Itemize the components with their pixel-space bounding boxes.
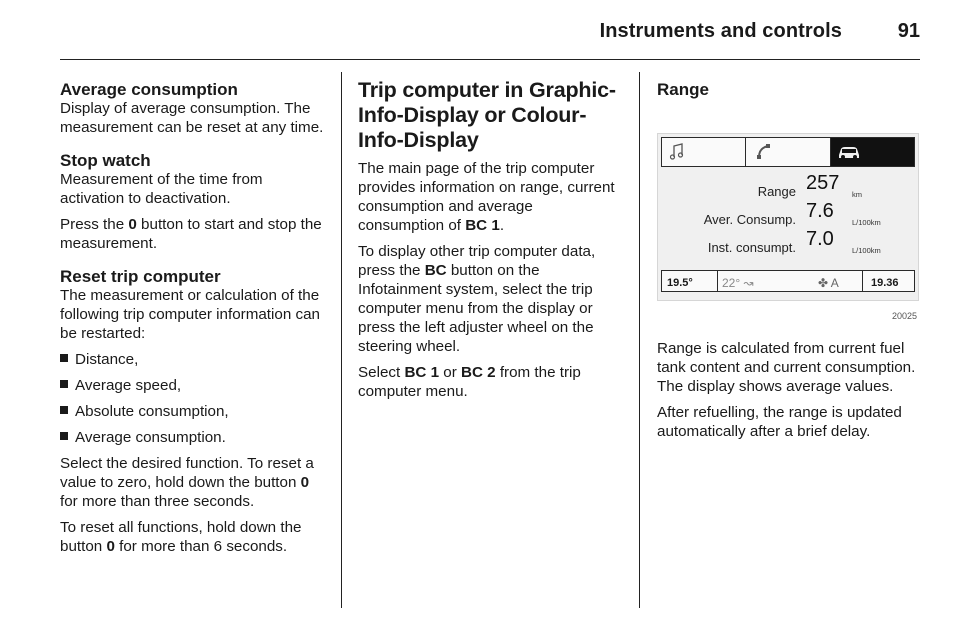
outside-temperature: 19.5° bbox=[662, 271, 718, 291]
trip-computer-text-3: Select BC 1 or BC 2 from the trip computer menu. bbox=[358, 364, 581, 400]
car-icon bbox=[831, 138, 914, 166]
heading-stop-watch: Stop watch bbox=[60, 151, 151, 170]
list-item: Average speed, bbox=[60, 376, 326, 395]
heading-average-consumption: Average consumption bbox=[60, 80, 238, 99]
display-row-range: Range 257 km bbox=[757, 172, 862, 199]
trip-computer-display-figure bbox=[657, 109, 921, 337]
heading-reset-trip-computer: Reset trip computer bbox=[60, 267, 221, 286]
display-row-aver-consump: Aver. Consump. 7.6 L/100km bbox=[703, 200, 881, 227]
column-1 bbox=[60, 76, 326, 556]
list-item: Absolute consumption, bbox=[60, 402, 326, 421]
trip-computer-text-2: To display other trip computer data, press the BC button on the Infotainment system, select the trip computer menu from the display or press the left adjuster wheel on the steering wheel. bbox=[358, 243, 596, 355]
stop-watch-press-text: Press the 0 button to start and stop the measurement. bbox=[60, 216, 322, 252]
reset-text: The measurement or calculation of the following trip computer information can be restarted: bbox=[60, 287, 320, 342]
display-row-inst-consumpt: Inst. consumpt. 7.0 L/100km bbox=[707, 228, 881, 255]
fan-mode: ✤ A bbox=[818, 276, 839, 290]
display-tabs bbox=[661, 137, 915, 167]
stop-watch-text: Measurement of the time from activation to deactivation. bbox=[60, 171, 263, 207]
display-screen bbox=[657, 133, 919, 301]
airflow-icon: ↝ bbox=[743, 276, 754, 290]
fan-icon: ✤ bbox=[818, 276, 829, 290]
section-title: Instruments and controls bbox=[599, 20, 842, 42]
select-function-text: Select the desired function. To reset a value to zero, hold down the button 0 for more than three seconds. bbox=[60, 455, 314, 510]
reset-all-text: To reset all functions, hold down the button 0 for more than 6 seconds. bbox=[60, 519, 302, 555]
list-item: Average consumption. bbox=[60, 428, 326, 447]
avg-consumption-text: Display of average consumption. The measurement can be reset at any time. bbox=[60, 100, 324, 136]
column-divider bbox=[639, 72, 640, 608]
range-text-2: After refuelling, the range is updated automatically after a brief delay. bbox=[657, 404, 902, 440]
set-temperature: 22° ↝ bbox=[722, 276, 754, 290]
phone-icon bbox=[746, 138, 830, 166]
clock: 19.36 bbox=[862, 271, 914, 291]
page-header bbox=[60, 16, 920, 60]
figure-id: 20025 bbox=[891, 311, 917, 321]
list-item: Distance, bbox=[60, 350, 326, 369]
column-3 bbox=[657, 76, 923, 441]
music-note-icon bbox=[662, 138, 746, 166]
heading-trip-computer: Trip computer in Graphic-Info-Display or Colour-Info-Display bbox=[358, 78, 616, 152]
trip-computer-text-1: The main page of the trip computer provides information on range, current consumption and average consumption of BC 1. bbox=[358, 160, 615, 234]
display-status-bar bbox=[661, 270, 915, 292]
page-number: 91 bbox=[897, 20, 920, 42]
column-2 bbox=[358, 76, 616, 401]
reset-list bbox=[60, 350, 326, 447]
heading-range: Range bbox=[657, 80, 709, 99]
column-divider bbox=[341, 72, 342, 608]
range-text-1: Range is calculated from current fuel tank content and current consumption. The display shows average values. bbox=[657, 340, 916, 395]
